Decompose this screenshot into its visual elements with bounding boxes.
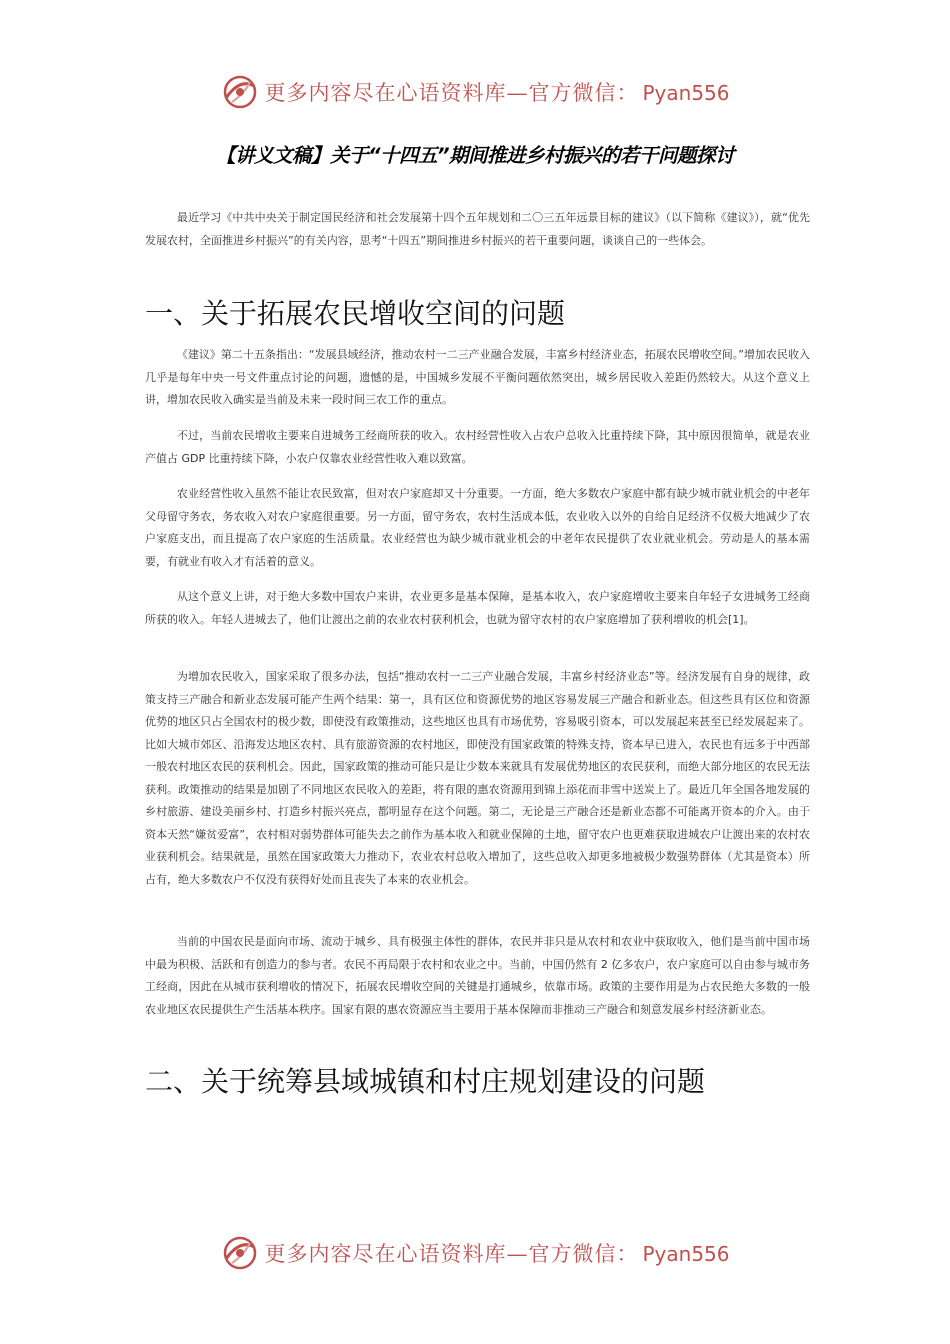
watermark-text: 更多内容尽在心语资料库—官方微信： Pyan556 — [264, 1242, 730, 1266]
intro-block — [145, 207, 810, 252]
section-1-body — [145, 483, 810, 573]
wechat-id: Pyan556 — [642, 81, 730, 105]
paragraph: 《建议》第二十五条指出：“发展县域经济，推动农村一二三产业融合发展，丰富乡村经济业态，拓展农民增收空间。”增加农民收入几乎是每年中央一号文件重点讨论的问题，遗憾的是，中国城乡发展不平衡问题依然突出，城乡居民收入差距仍然较大。从这个意义上讲，增加农民收入确实是当前及未来一段时间三农工作的重点。 — [145, 348, 810, 406]
paragraph: 为增加农民收入，国家采取了很多办法，包括“推动农村一二三产业融合发展，丰富乡村经济业态”等。经济发展有自身的规律，政策支持三产融合和新业态发展可能产生两个结果：第一，具有区位和资源优势的地区容易发展三产融合和新业态。但这些具有区位和资源优势的地区只占全国农村的极少数，即使没有政策推动，这些地区也具有市场优势，容易吸引资本，可以发展起来甚至已经发展起来了。比如大城市郊区、沿海发达地区农村、具有旅游资源的农村地区，即使没有国家政策的特殊支持，资本早已进入，农民也有远多于中西部一般农村地区农民的获利机会。因此，国家政策的推动可能只是让少数本来就具有发展优势地区的农民获利，而绝大部分地区的农民无法获利。政策推动的结果是加剧了不同地区农民收入的差距，将有限的惠农资源用到锦上添花而非雪中送炭上了。最近几年全国各地发展的乡村旅游、建设美丽乡村、打造乡村振兴亮点，都明显存在这个问题。第二，无论是三产融合还是新业态都不可能离开资本的介入。由于资本天然“嫌贫爱富”，农村相对弱势群体可能失去之前作为基本收入和就业保障的土地，留守农户也更难获取进城农户让渡出来的农村农业获利机会。结果就是，虽然在国家政策大力推动下，农业农村总收入增加了，这些总收入却更多地被极少数强势群体（尤其是资本）所占有，绝大多数农户不仅没有获得好处而且丧失了本来的农业机会。 — [145, 670, 810, 886]
logo-icon — [220, 1233, 260, 1273]
watermark-banner-top — [0, 72, 950, 112]
paragraph: 不过，当前农民增收主要来自进城务工经商所获的收入。农村经营性收入占农户总收入比重持续下降，其中原因很简单，就是农业产值占 GDP 比重持续下降，小农户仅靠农业经营性收入难以致富。 — [145, 429, 810, 465]
watermark-banner-bottom — [0, 1233, 950, 1273]
section-2 — [145, 1060, 810, 1100]
watermark-text: 更多内容尽在心语资料库—官方微信： Pyan556 — [264, 81, 730, 105]
document-title: 【讲义文稿】关于“十四五”期间推进乡村振兴的若干问题探讨 — [215, 144, 735, 167]
section-1-body — [145, 586, 810, 631]
section-1-body — [145, 344, 810, 412]
section-2-heading: 二、关于统筹县域城镇和村庄规划建设的问题 — [145, 1065, 706, 1098]
paragraph: 从这个意义上讲，对于绝大多数中国农户来讲，农业更多是基本保障，是基本收入，农户家庭增收主要来自年轻子女进城务工经商所获的收入。年轻人进城去了，他们让渡出之前的农业农村获利机会，也就为留守农村的农户家庭增加了获利增收的机会[1]。 — [145, 590, 810, 626]
section-1-heading: 一、关于拓展农民增收空间的问题 — [145, 297, 566, 330]
logo-icon — [220, 72, 260, 112]
section-1-body — [145, 425, 810, 470]
section-1-body — [145, 931, 810, 1021]
intro-paragraph: 最近学习《中共中央关于制定国民经济和社会发展第十四个五年规划和二〇三五年远景目标的建议》（以下简称《建议》），就“优先发展农村，全面推进乡村振兴”的有关内容，思考“十四五”期间推进乡村振兴的若干重要问题，谈谈自己的一些体会。 — [145, 211, 810, 247]
section-1-body — [145, 666, 810, 891]
section-1 — [145, 292, 810, 332]
wechat-id: Pyan556 — [642, 1242, 730, 1266]
paragraph: 农业经营性收入虽然不能让农民致富，但对农户家庭却又十分重要。一方面，绝大多数农户家庭中都有缺少城市就业机会的中老年父母留守务农，务农收入对农户家庭很重要。另一方面，留守务农，农村生活成本低，农业收入以外的自给自足经济不仅极大地减少了农户家庭支出，而且提高了农户家庭的生活质量。农业经营也为缺少城市就业机会的中老年农民提供了农业就业机会。劳动是人的基本需要，有就业有收入才有活着的意义。 — [145, 487, 810, 568]
paragraph: 当前的中国农民是面向市场、流动于城乡、具有极强主体性的群体，农民并非只是从农村和农业中获取收入，他们是当前中国市场中最为积极、活跃和有创造力的参与者。农民不再局限于农村和农业之中。当前，中国仍然有 2 亿多农户，农户家庭可以自由参与城市务工经商，因此在从城市获利增收的情况下，拓展农民增收空间的关键是打通城乡，依靠市场。政策的主要作用是为占农民绝大多数的一般农业地区农民提供生产生活基本秩序。国家有限的惠农资源应当主要用于基本保障而非推动三产融合和刻意发展乡村经济新业态。 — [145, 935, 810, 1016]
